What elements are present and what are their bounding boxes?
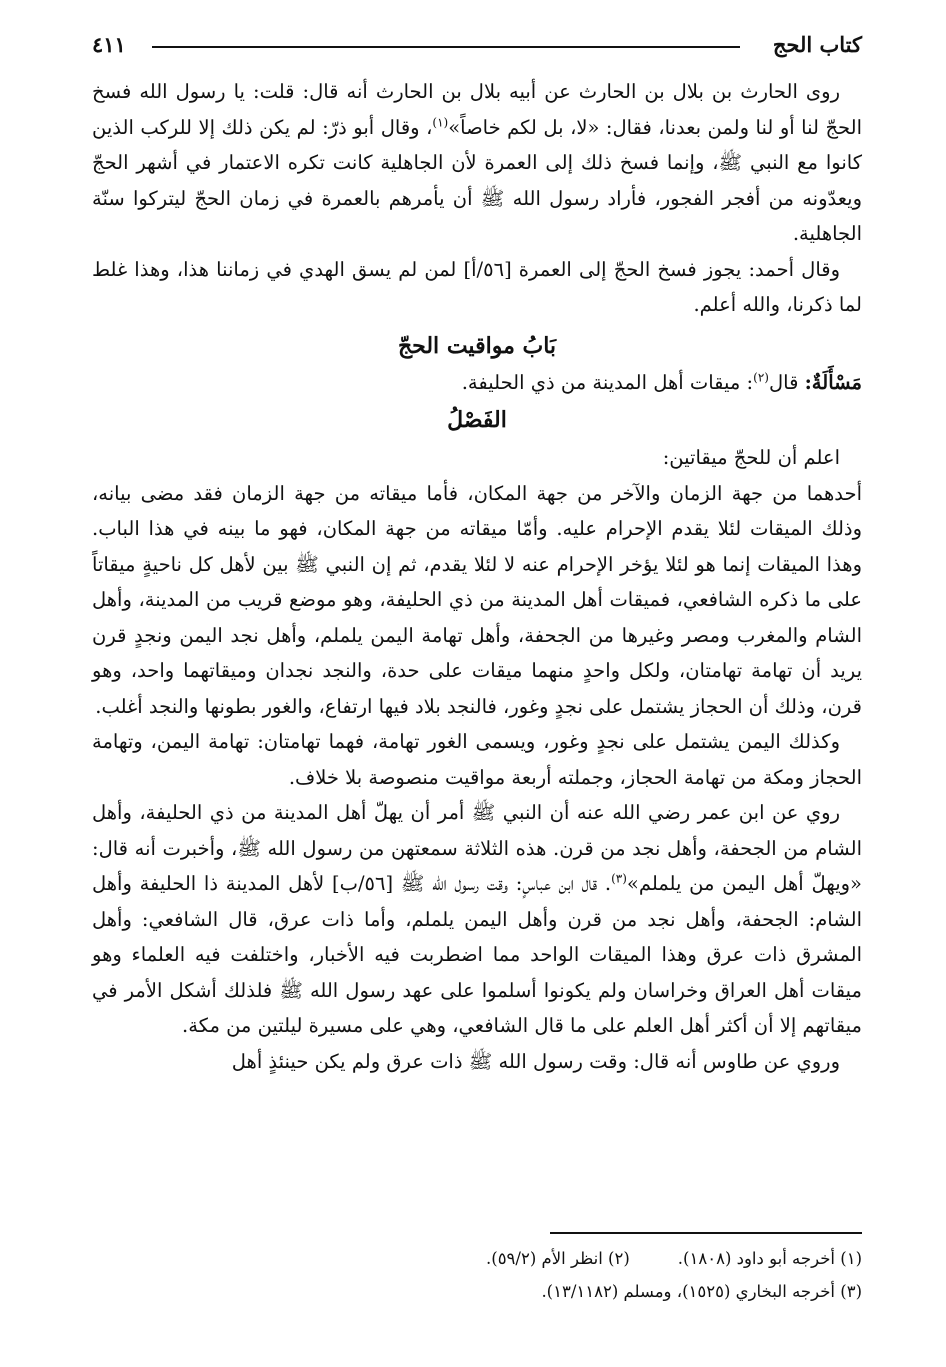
main-text	[92, 74, 862, 1079]
paragraph-text: روى الحارث بن بلال بن الحارث عن أبيه بلال بن الحارث أنه قال: قلت: يا رسول الله فسخ الحجّ لنا أو لنا ولمن بعدنا، فقال: «لا، بل لكم خاصاً»	[92, 80, 862, 139]
footnote-line	[162, 1242, 862, 1275]
footnote-3: (٣) أخرجه البخاري (١٥٢٥)، ومسلم (١٣/١١٨٢).	[541, 1282, 862, 1301]
paragraph-two-miqats: اعلم أن للحجّ ميقاتين:	[662, 446, 840, 469]
page-header	[92, 32, 862, 62]
footnote-2: (٢) انظر الأم (٥٩/٢).	[486, 1249, 630, 1268]
footnote-ref-3: (٣)	[611, 871, 627, 886]
paragraph-ibn-umar	[92, 795, 862, 1044]
masala-text: قال	[768, 370, 805, 394]
paragraph-tawus: وروي عن طاوس أنه قال: وقت رسول الله ﷺ ذات عرق ولم يكن حينئذٍ أهل	[231, 1049, 840, 1073]
chapter-heading: بَابُ مواقيت الحجّ	[397, 332, 557, 359]
paragraph-ahmad: وقال أحمد: يجوز فسخ الحجّ إلى العمرة [٥٦/أ] لمن لم يسق الهدي في زماننا هذا، وهذا غلط لما ذكرنا، والله أعلم.	[92, 257, 862, 316]
running-title: كتاب الحج	[772, 32, 862, 57]
masala-line	[92, 365, 862, 401]
paragraph-harith	[92, 74, 862, 252]
masala-label: مَسْأَلَةٌ:	[804, 370, 862, 394]
page-number: ٤١١	[92, 32, 126, 57]
footnote-line	[162, 1275, 862, 1308]
footnote-ref-2: (٢)	[753, 370, 769, 384]
paragraph-text: ، وقال أبو ذرّ: لم يكن ذلك إلا للركب الذين كانوا مع النبي ﷺ، وإنما فسخ ذلك إلى العمرة لأن الجاهلية كانت تكره الاعتمار في أشهر الحجّ ويعدّونه من أفجر الفجور، فأراد رسول الله ﷺ أن يأمرهم بالعمرة في زمان الحجّ ليتركوا سنّة الجاهلية.	[92, 115, 862, 245]
paragraph-text: . قال ابن عباسٍ: وقت رسول الله ﷺ [٥٦/ب] لأهل المدينة ذا الحليفة وأهل الشام: الجحفة، وأهل نجد من قرن وأهل اليمن يلملم، وأما ذات عرق، قال الشافعي: وأهل المشرق ذات عرق وهذا الميقات الواحد مما اضطربت فيه الأخبار، واختلفت فيه العلماء وهو ميقات أهل العراق وخراسان ولم يكونوا أسلموا على عهد رسول الله ﷺ فلذلك أشكل الأمر في ميقاتهم إلا أن أكثر أهل العلم على ما قال الشافعي، وهي على مسيرة ليلتين من مكة.	[92, 872, 862, 1037]
footnotes	[162, 1242, 862, 1308]
section-heading: الفَصْلُ	[447, 407, 507, 433]
paragraph-text: روي عن ابن عمر رضي الله عنه أن النبي ﷺ أمر أن يهلّ أهل المدينة من ذي الحليفة، وأهل الشام من الجحفة، وأهل نجد من قرن. هذه الثلاثة سمعتهن من رسول الله ﷺ، وأخبرت أنه قال: «ويهلّ أهل اليمن من يلملم»	[92, 801, 862, 895]
paragraph-yemen: وكذلك اليمن يشتمل على نجدٍ وغور، ويسمى الغور تهامة، فهما تهامتان: تهامة اليمن، وتهامة الحجاز ومكة من تهامة الحجاز، وجملته أربعة مواقيت منصوصة بلا خلاف.	[92, 730, 862, 789]
masala-text: : ميقات أهل المدينة من ذي الحليفة.	[461, 370, 754, 394]
footnote-1: (١) أخرجه أبو داود (١٨٠٨).	[677, 1249, 862, 1268]
paragraph-miqat-explanation: أحدهما من جهة الزمان والآخر من جهة المكان، فأما ميقاته من جهة الزمان فقد مضى بيانه، وذلك الميقات لئلا يقدم الإحرام عليه. وأمّا ميقاته من جهة المكان، فهو ما بينه في هذا الباب. وهذا الميقات إنما هو لئلا يؤخر الإحرام عنه لا لئلا يقدم، ثم إن النبي ﷺ بين لأهل كل ناحيةٍ ميقاتاً على ما ذكره الشافعي، فميقات أهل المدينة من ذي الحليفة، وهو موضع قريب من المدينة، وأهل الشام والمغرب ومصر وغيرها من الجحفة، وأهل تهامة اليمن يلملم، وأهل نجد اليمن ونجدٍ قرن يريد أن تهامة تهامتان، ولكل واحدٍ منهما ميقات على حدة، والنجد نجدان وميقاتهما واحد، وهو قرن، وذلك أن الحجاز يشتمل على نجدٍ وغور، فالنجد بلاد فيها ارتفاع، والغور بطونها والنجد أغلب.	[92, 481, 862, 718]
footnote-ref-1: (١)	[432, 115, 449, 129]
footnote-rule	[550, 1232, 862, 1234]
header-rule	[152, 46, 740, 48]
